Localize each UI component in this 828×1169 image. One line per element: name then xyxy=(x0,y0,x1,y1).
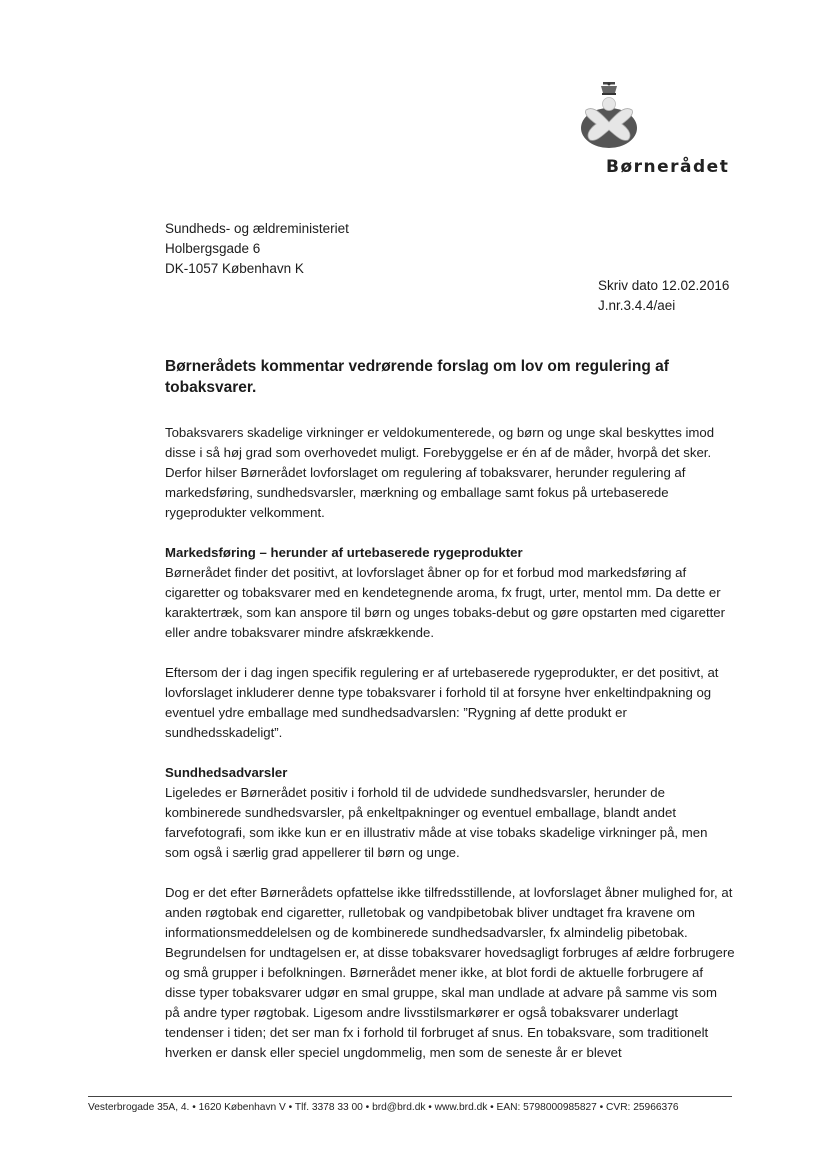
journal-number: J.nr.3.4.4/aei xyxy=(598,298,676,313)
brand-name: Børnerådet xyxy=(606,157,730,177)
warnings-paragraph: Ligeledes er Børnerådet positiv i forhold til de udvidede sundhedsvarsler, herunder de kombinerede sundhedsvarsler, på enkeltpakninger og eventuel emballage, blandt andet farvefotografi, som ikke kun er en illustrativ måde at vise tobaks skadelige virkninger på, men som også i særlig grad appellerer til børn og unge. xyxy=(165,785,708,860)
letter-meta xyxy=(598,276,729,316)
recipient-line: Sundheds- og ældreministeriet xyxy=(165,221,349,236)
letter-date: Skriv dato 12.02.2016 xyxy=(598,278,730,293)
section-heading-warnings: Sundhedsadvarsler xyxy=(165,765,288,780)
warnings-paragraph: Dog er det efter Børnerådets opfattelse ikke tilfredsstillende, at lovforslaget åbner mulighed for, at anden røgtobak end cigaretter, rulletobak og vandpibetobak bliver undtaget fra kravene om informationsmeddelelsen og de kombinerede sundhedsadvarsler, fx almindelig pibetobak. Begrundelsen for undtagelsen er, at disse tobaksvarer hovedsagligt forbruges af ældre forbrugere og små grupper i befolkningen. Børnerådet mener ikke, at blot fordi de aktuelle forbrugere af disse typer tobaksvarer udgør en smal gruppe, skal man undlade at advare på samme vis som på andre typer røgtobak. Ligesom andre livsstilsmarkører er også tobaksvarer underlagt tendenser i tiden; det ser man fx i forhold til forbruget af snus. En tobaksvare, som traditionelt hverken er dansk eller speciel ungdommelig, men som de seneste år er blevet xyxy=(165,885,735,1060)
letter-title: Børnerådets kommentar vedrørende forslag om lov om regulering af tobaksvarer. xyxy=(165,358,669,396)
intro-paragraph: Tobaksvarers skadelige virkninger er veldokumenterede, og børn og unge skal beskyttes imod disse i så høj grad som overhovedet muligt. Forebyggelse er én af de måder, hvorpå det sker. Derfor hilser Børnerådet lovforslaget om regulering af tobaksvarer, herunder regulering af markedsføring, sundhedsvarsler, mærkning og emballage samt fokus på urtebaserede rygeprodukter velkomment. xyxy=(165,425,715,520)
recipient-address xyxy=(165,219,349,279)
recipient-line: Holbergsgade 6 xyxy=(165,241,261,256)
letter-body xyxy=(165,423,735,1083)
crown-figure-logo-icon xyxy=(578,80,640,150)
footer-divider xyxy=(88,1096,732,1097)
section-heading-marketing: Markedsføring – herunder af urtebaserede rygeprodukter xyxy=(165,545,523,560)
marketing-paragraph: Børnerådet finder det positivt, at lovforslaget åbner op for et forbud mod markedsføring af cigaretter og tobaksvarer med en kendetegnende aroma, fx frugt, urter, mentol mm. Da dette er karaktertræk, som kan anspore til børn og unges tobaks-debut og gøre opstarten med cigaretter eller andre tobaksvarer mindre afskrækkende. xyxy=(165,565,726,640)
recipient-line: DK-1057 København K xyxy=(165,261,304,276)
marketing-paragraph: Eftersom der i dag ingen specifik regulering er af urtebaserede rygeprodukter, er det positivt, at lovforslaget inkluderer denne type tobaksvarer i forhold til at forsyne hver enkeltindpakning og eventuel ydre emballage med sundhedsadvarslen: ”Rygning af dette produkt er sundhedsskadeligt”. xyxy=(165,665,719,740)
footer-contact: Vesterbrogade 35A, 4. • 1620 København V • Tlf. 3378 33 00 • brd@brd.dk • www.brd.dk • EAN: 5798000985827 • CVR: 25966376 xyxy=(88,1102,679,1113)
